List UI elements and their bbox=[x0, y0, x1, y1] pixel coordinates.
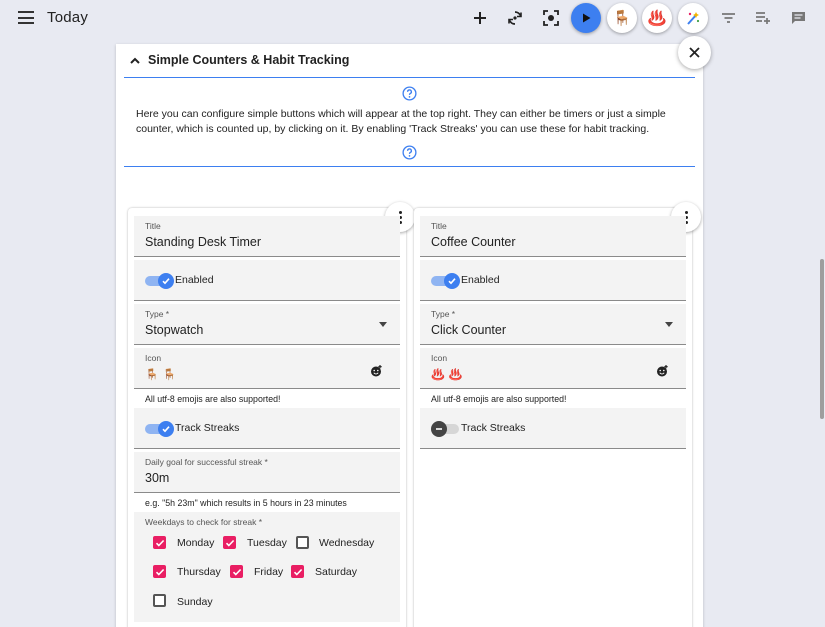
dropdown-arrow-icon[interactable] bbox=[379, 322, 387, 327]
title-field-label: Title bbox=[431, 221, 447, 231]
play-button[interactable] bbox=[571, 3, 601, 33]
check-icon bbox=[155, 538, 165, 548]
weekday-label-friday: Friday bbox=[254, 566, 284, 578]
icon-value[interactable]: 🪑🪑 bbox=[145, 368, 181, 381]
help-icon[interactable] bbox=[402, 86, 417, 101]
icon-label: Icon bbox=[431, 353, 448, 363]
checkbox-friday[interactable] bbox=[230, 565, 243, 578]
daily-goal-field[interactable] bbox=[134, 452, 400, 493]
track-streaks-row bbox=[420, 408, 686, 449]
title-field-label: Title bbox=[145, 221, 161, 231]
enabled-row bbox=[134, 260, 400, 301]
checkbox-wednesday[interactable] bbox=[296, 536, 309, 549]
playlist-add-icon bbox=[755, 11, 771, 25]
weekday-label-wednesday: Wednesday bbox=[319, 537, 375, 549]
daily-goal-label: Daily goal for successful streak * bbox=[145, 457, 268, 467]
daily-goal-value[interactable]: 30m bbox=[145, 471, 170, 485]
weekday-label-monday: Monday bbox=[177, 537, 215, 549]
icon-value[interactable]: ♨️♨️ bbox=[431, 368, 467, 381]
panel-header[interactable] bbox=[124, 44, 695, 78]
title-field-value[interactable]: Standing Desk Timer bbox=[145, 235, 262, 249]
checkbox-saturday[interactable] bbox=[291, 565, 304, 578]
play-icon bbox=[580, 12, 592, 24]
check-icon bbox=[161, 424, 171, 434]
app-title: Today bbox=[47, 9, 89, 26]
counter-card-coffee bbox=[414, 208, 692, 627]
evaluation-button[interactable] bbox=[678, 3, 708, 33]
track-streaks-label: Track Streaks bbox=[175, 422, 240, 434]
help-icon-bottom[interactable] bbox=[402, 145, 417, 160]
minus-icon bbox=[434, 424, 444, 434]
type-value[interactable]: Stopwatch bbox=[145, 323, 204, 337]
dropdown-arrow-icon[interactable] bbox=[665, 322, 673, 327]
weekday-label-saturday: Saturday bbox=[315, 566, 358, 578]
checkbox-tuesday[interactable] bbox=[223, 536, 236, 549]
title-field[interactable] bbox=[420, 216, 686, 257]
panel-title: Simple Counters & Habit Tracking bbox=[148, 53, 350, 67]
enabled-label: Enabled bbox=[175, 274, 214, 286]
close-button[interactable] bbox=[678, 36, 711, 69]
filter-button[interactable] bbox=[713, 3, 743, 33]
filter-icon bbox=[721, 12, 736, 24]
checkbox-thursday[interactable] bbox=[153, 565, 166, 578]
check-icon bbox=[447, 276, 457, 286]
track-streaks-toggle[interactable] bbox=[431, 421, 461, 437]
close-icon bbox=[689, 47, 700, 58]
focus-mode-button[interactable] bbox=[536, 3, 566, 33]
icon-field[interactable] bbox=[420, 348, 686, 389]
daily-goal-hint: e.g. "5h 23m" which results in 5 hours in 23 minutes bbox=[145, 498, 347, 508]
coffee-counter-button[interactable] bbox=[642, 3, 672, 33]
divider bbox=[124, 166, 695, 167]
type-select[interactable] bbox=[134, 304, 400, 345]
check-icon bbox=[155, 567, 165, 577]
emoji-picker-icon[interactable] bbox=[370, 365, 382, 377]
chevron-up-icon[interactable] bbox=[128, 54, 142, 68]
comment-icon bbox=[791, 11, 806, 25]
wand-icon bbox=[685, 10, 701, 26]
check-icon bbox=[293, 567, 303, 577]
weekday-label-thursday: Thursday bbox=[177, 566, 221, 578]
scrollbar-thumb[interactable] bbox=[820, 259, 824, 419]
sync-button[interactable] bbox=[500, 3, 530, 33]
type-select[interactable] bbox=[420, 304, 686, 345]
emoji-picker-icon[interactable] bbox=[656, 365, 668, 377]
add-to-playlist-button[interactable] bbox=[748, 3, 778, 33]
panel-description: Here you can configure simple buttons which will appear at the top right. They can either be timers or just a simple counter, which is counted up, by clicking on it. By enabling 'Track Streaks' you can use these for habit tracking. bbox=[136, 108, 666, 135]
plus-icon bbox=[473, 11, 487, 25]
weekday-label-tuesday: Tuesday bbox=[247, 537, 287, 549]
check-icon bbox=[232, 567, 242, 577]
chair-icon: 🪑 bbox=[612, 8, 632, 27]
counter-card-standing-desk bbox=[128, 208, 406, 627]
weekdays-label: Weekdays to check for streak * bbox=[145, 517, 263, 527]
icon-label: Icon bbox=[145, 353, 162, 363]
focus-icon bbox=[543, 10, 559, 26]
track-streaks-row bbox=[134, 408, 400, 449]
icon-hint: All utf-8 emojis are also supported! bbox=[431, 394, 567, 404]
standing-desk-counter-button[interactable] bbox=[607, 3, 637, 33]
checkbox-sunday[interactable] bbox=[153, 594, 166, 607]
type-value[interactable]: Click Counter bbox=[431, 323, 507, 337]
title-field[interactable] bbox=[134, 216, 400, 257]
icon-hint: All utf-8 emojis are also supported! bbox=[145, 394, 281, 404]
check-icon bbox=[161, 276, 171, 286]
enabled-toggle[interactable] bbox=[145, 273, 175, 289]
notes-button[interactable] bbox=[783, 3, 813, 33]
type-label: Type * bbox=[145, 309, 170, 319]
enabled-toggle[interactable] bbox=[431, 273, 461, 289]
checkbox-monday[interactable] bbox=[153, 536, 166, 549]
enabled-row bbox=[420, 260, 686, 301]
weekday-label-sunday: Sunday bbox=[177, 596, 213, 608]
track-streaks-label: Track Streaks bbox=[461, 422, 526, 434]
weekdays-group bbox=[134, 512, 400, 622]
add-task-button[interactable] bbox=[465, 3, 495, 33]
page-scrollbar[interactable] bbox=[819, 36, 825, 627]
enabled-label: Enabled bbox=[461, 274, 500, 286]
type-label: Type * bbox=[431, 309, 456, 319]
top-app-bar bbox=[0, 0, 825, 36]
icon-field[interactable] bbox=[134, 348, 400, 389]
check-icon bbox=[225, 538, 235, 548]
sync-icon bbox=[507, 10, 523, 26]
track-streaks-toggle[interactable] bbox=[145, 421, 175, 437]
simple-counters-panel bbox=[116, 44, 703, 627]
hot-springs-icon: ♨️ bbox=[647, 8, 667, 27]
title-field-value[interactable]: Coffee Counter bbox=[431, 235, 516, 249]
menu-icon[interactable] bbox=[18, 11, 34, 24]
